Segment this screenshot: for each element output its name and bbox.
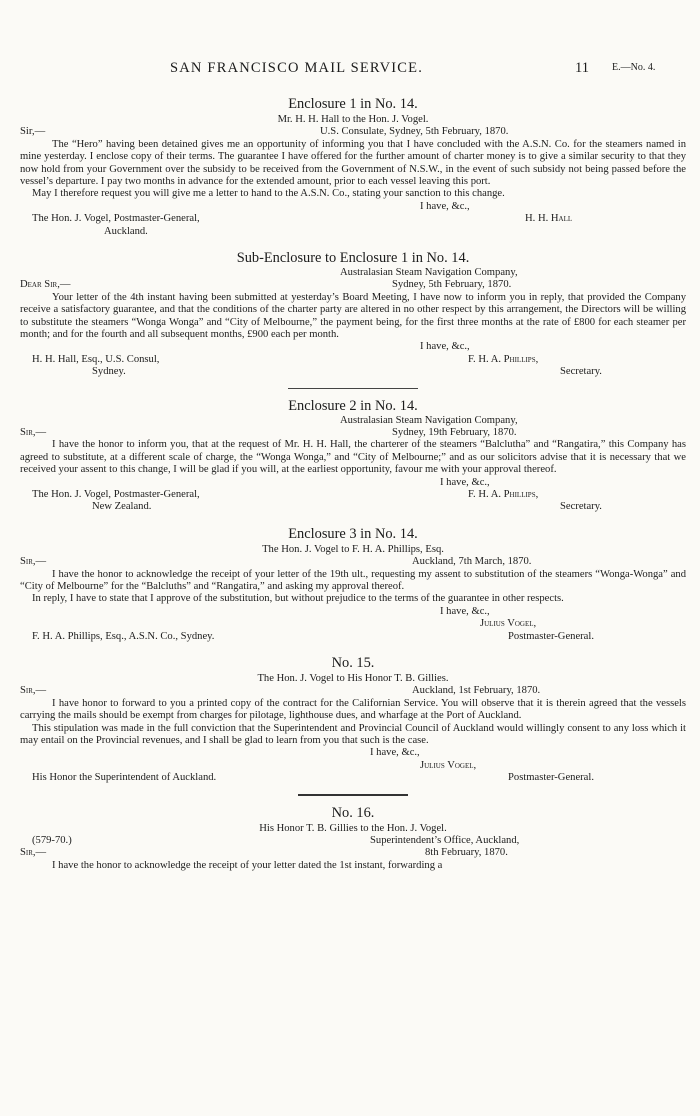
paragraph: The “Hero” having been detained gives me an opportunity of informing you that I have concluded with the A.S.N. Co. for the steamers named in mine yesterday. I enclose copy of their terms. The guarantee I have offered for the further amount of charter money is to give a similar security to that they now hold from your Government over the subsidy to be received from the Government of N.S.W., in the event of such subsidy not being passed before the vessel’s departure. I pay two months in advance for the extended amount, prior to each vessel leaving this port. — [20, 138, 686, 188]
recipient: The Hon. J. Vogel, Postmaster-General, — [32, 213, 200, 225]
signatory-title: Secretary. — [560, 501, 602, 513]
page-number: 11 — [575, 60, 589, 76]
salutation-row — [20, 427, 686, 439]
page-body — [20, 96, 686, 872]
salutation: Sir,— — [20, 685, 47, 697]
recipient: His Honor the Superintendent of Auckland. — [32, 772, 217, 784]
paragraph: May I therefore request you will give me a letter to hand to the A.S.N. Co., stating your sanction to this change. — [32, 188, 505, 200]
recipient-place: New Zealand. — [92, 501, 152, 513]
salutation-row — [20, 126, 686, 138]
closing: I have, &c., — [420, 341, 470, 353]
recipient-row — [20, 631, 686, 643]
file-reference: (579-70.) — [32, 834, 72, 846]
recipient-row — [20, 213, 686, 225]
recipient-row — [20, 354, 686, 366]
signatory-title: Secretary. — [560, 366, 602, 378]
document-reference: E.—No. 4. — [612, 62, 656, 73]
section-heading: Enclosure 2 in No. 14. — [288, 397, 418, 414]
section-heading: No. 15. — [331, 654, 375, 671]
letter-no-16 — [20, 805, 686, 873]
closing: I have, &c., — [420, 200, 470, 212]
sender-date: 8th February, 1870. — [425, 847, 508, 859]
from-to-line: The Hon. J. Vogel to F. H. A. Phillips, Esq. — [262, 543, 444, 555]
signatory-title: Postmaster-General. — [508, 630, 594, 642]
salutation: Sir,— — [20, 426, 47, 438]
signature: Julius Vogel, — [480, 618, 537, 630]
signatory-title: Postmaster-General. — [508, 772, 594, 784]
section-divider — [298, 794, 408, 796]
enclosure-3 — [20, 526, 686, 643]
sub-enclosure-1 — [20, 250, 686, 379]
paragraph: I have the honor to inform you, that at the request of Mr. H. H. Hall, the charterer of the steamers “Balclutha” and “Rangatira,” this Company has agreed to substitute, at a different scale of charge, the “Wonga Wonga,” and “City of Melbourne;” and as our solicitors advise that it is necessary that we received your assent to this change, I will be glad if you will, at the earliest opportunity, favour me with your approval thereof. — [20, 439, 686, 476]
spacer — [20, 514, 686, 526]
signature: F. H. A. Phillips, — [468, 353, 539, 365]
paragraph: Your letter of the 4th instant having been submitted at yesterday’s Board Meeting, I have now to inform you in reply, that provided the Company receive a satisfactory guarantee, and that the conditions of the charter party are altered in no other respect by this arrangement, the Directors will be willing to substitute the steamers “Wonga Wonga” and “City of Melbourne,” the payment being, for the first three months at the rate of £800 for each steamer per month; and for the fourth and all subsequent months, £900 each per month. — [20, 291, 686, 340]
page-header — [20, 0, 686, 76]
paragraph: I have the honor to acknowledge the receipt of your letter of the 19th ult., requesting my assent to substitution of the steamers “Wonga-Wonga” and “City of Melbourne” for the “Balcluths” and “Rangatira,” and asking my approval thereof. — [20, 568, 686, 592]
signature: F. H. A. Phillips, — [468, 488, 539, 500]
sender-office: Superintendent’s Office, Auckland, — [370, 834, 520, 846]
paragraph: I have honor to forward to you a printed copy of the contract for the Californian Service. You will observe that it is therein agreed that the vessels carrying the mails should be exempt from charges for pilotage, lighthouse dues, and wharfage at the Port of Auckland. — [20, 697, 686, 722]
salutation-row — [20, 279, 686, 291]
from-to-line: The Hon. J. Vogel to His Honor T. B. Gillies. — [257, 672, 449, 684]
section-heading: Sub-Enclosure to Enclosure 1 in No. 14. — [236, 250, 470, 266]
salutation: Sir,— — [20, 126, 46, 138]
recipient-row — [20, 226, 686, 238]
closing-row — [20, 201, 686, 213]
signature: H. H. Hall — [525, 213, 573, 225]
company-name: Australasian Steam Navigation Company, — [340, 414, 518, 426]
salutation: Sir,— — [20, 847, 47, 859]
spacer — [20, 643, 686, 655]
paragraph: This stipulation was made in the full conviction that the Superintendent and Provincial Council of Auckland would willingly consent to any loss which it may entail on the Provincial revenues, and I shall be glad to learn from you that such is the case. — [20, 722, 686, 746]
from-to-line: Mr. H. H. Hall to the Hon. J. Vogel. — [277, 114, 429, 125]
section-heading: Enclosure 1 in No. 14. — [288, 96, 418, 112]
company-row — [20, 267, 686, 279]
recipient: H. H. Hall, Esq., U.S. Consul, — [32, 353, 160, 365]
from-to-line: His Honor T. B. Gillies to the Hon. J. Vogel. — [259, 822, 447, 834]
recipient: F. H. A. Phillips, Esq., A.S.N. Co., Sydney. — [32, 630, 215, 642]
closing-row — [20, 477, 686, 489]
salutation-row — [20, 685, 686, 697]
reference-row — [20, 835, 686, 847]
spacer — [20, 238, 686, 250]
sender-address: Sydney, 5th February, 1870. — [392, 279, 512, 291]
company-name: Australasian Steam Navigation Company, — [340, 267, 518, 278]
closing: I have, &c., — [370, 747, 420, 759]
closing-row — [20, 606, 686, 618]
sender-address: U.S. Consulate, Sydney, 5th February, 1870. — [320, 126, 509, 138]
running-title: SAN FRANCISCO MAIL SERVICE. — [170, 60, 424, 76]
recipient-place: Auckland. — [104, 225, 148, 237]
signature-row — [20, 760, 686, 772]
enclosure-2 — [20, 398, 686, 514]
section-heading: Enclosure 3 in No. 14. — [288, 525, 418, 542]
salutation-row — [20, 556, 686, 568]
recipient-row — [20, 489, 686, 501]
salutation: Sir,— — [20, 556, 47, 568]
sender-address: Auckland, 7th March, 1870. — [412, 556, 532, 568]
recipient-row — [20, 501, 686, 513]
paragraph: I have the honor to acknowledge the receipt of your letter dated the 1st instant, forwarding a — [52, 859, 443, 871]
recipient-place: Sydney. — [92, 366, 126, 378]
recipient-row — [20, 772, 686, 784]
closing: I have, &c., — [440, 476, 490, 488]
closing: I have, &c., — [440, 605, 490, 617]
paragraph: In reply, I have to state that I approve of the substitution, but without prejudice to the terms of the guarantee in other respects. — [32, 593, 564, 605]
closing-row — [20, 747, 686, 759]
signature-row — [20, 618, 686, 630]
salutation-row — [20, 847, 686, 859]
sender-address: Sydney, 19th February, 1870. — [392, 426, 517, 438]
section-divider — [288, 388, 418, 389]
enclosure-1 — [20, 96, 686, 238]
company-row — [20, 415, 686, 427]
section-heading: No. 16. — [331, 804, 375, 821]
salutation: Dear Sir,— — [20, 279, 71, 291]
document-page — [20, 0, 686, 871]
closing-row — [20, 341, 686, 353]
recipient: The Hon. J. Vogel, Postmaster-General, — [32, 488, 200, 500]
sender-address: Auckland, 1st February, 1870. — [412, 685, 541, 697]
letter-no-15 — [20, 655, 686, 785]
recipient-row — [20, 366, 686, 378]
signature: Julius Vogel, — [420, 759, 477, 771]
